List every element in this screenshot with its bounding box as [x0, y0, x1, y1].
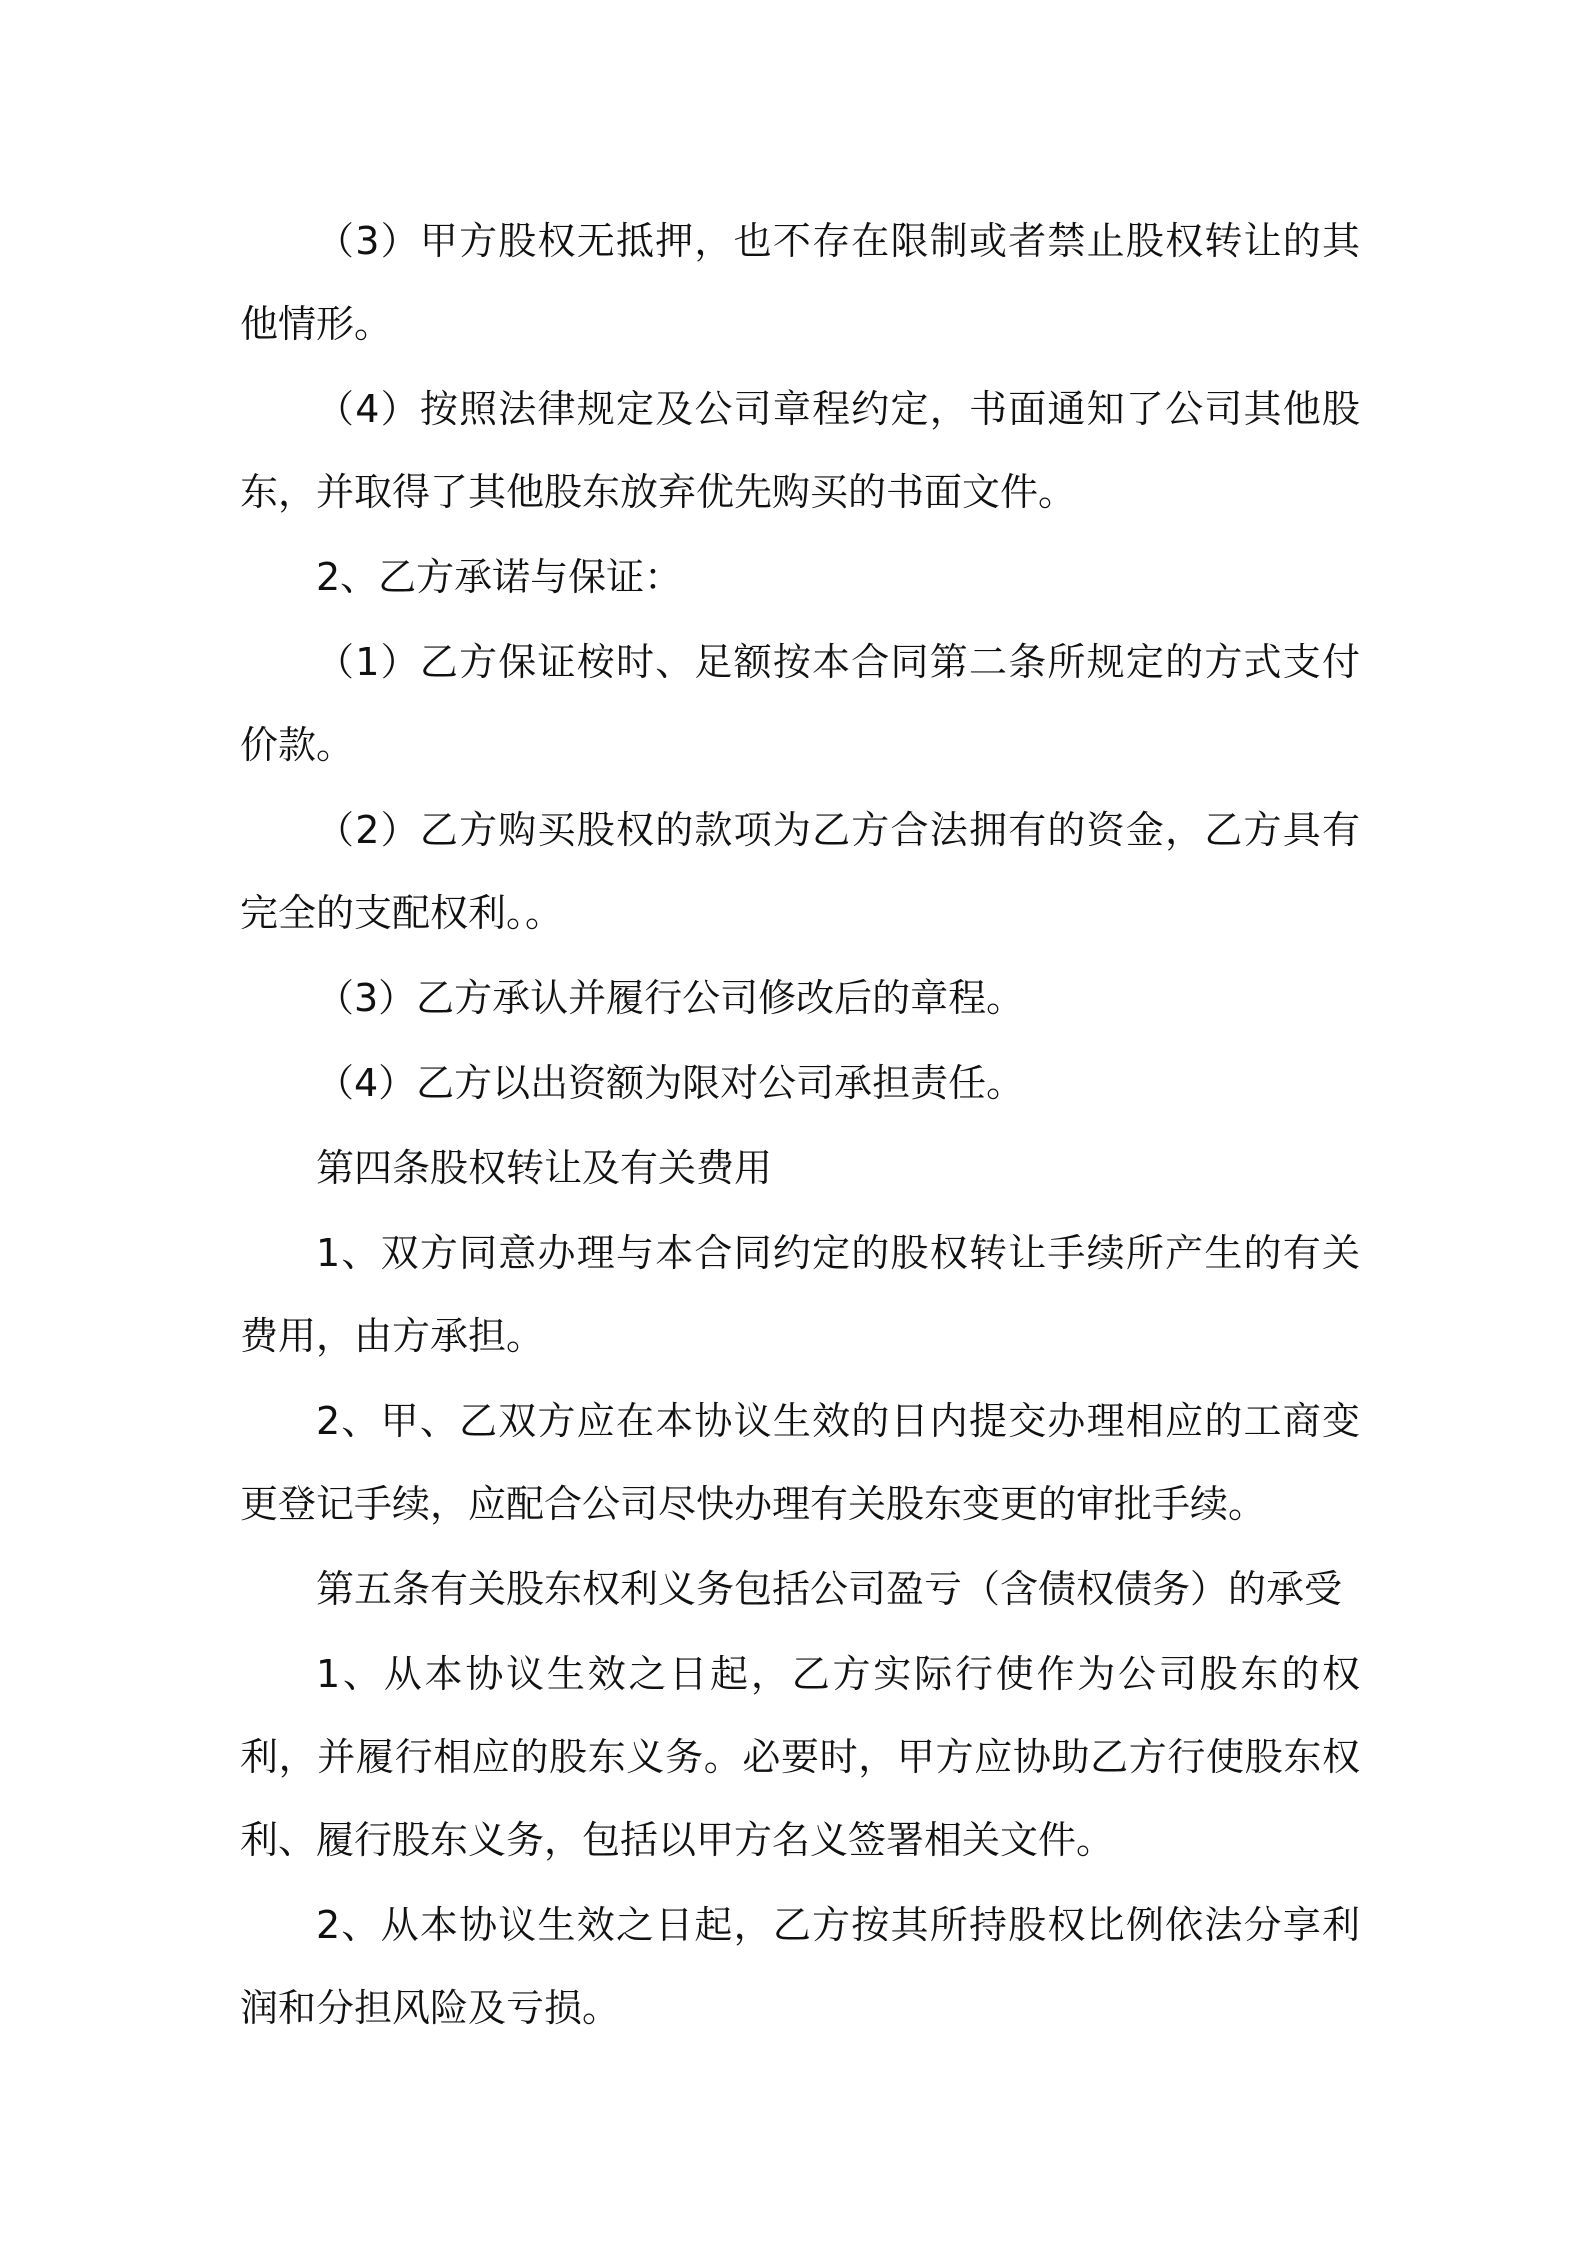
paragraph-party-b-item-2: （2）乙方购买股权的款项为乙方合法拥有的资金，乙方具有完全的支配权利。。 — [240, 808, 1360, 935]
article-4-item-1: 1、双方同意办理与本合同约定的股权转让手续所产生的有关费用，由方承担。 — [240, 1231, 1360, 1358]
paragraph-party-b-item-3: （3）乙方承认并履行公司修改后的章程。 — [316, 976, 1025, 1020]
paragraph-party-a-item-4: （4）按照法律规定及公司章程约定，书面通知了公司其他股东，并取得了其他股东放弃优先购买的书面文件。 — [240, 387, 1360, 514]
paragraph-party-b-heading: 2、乙方承诺与保证： — [316, 555, 683, 599]
article-4-heading: 第四条股权转让及有关费用 — [316, 1146, 773, 1190]
document-body — [240, 200, 1360, 2052]
article-5-item-2: 2、从本协议生效之日起，乙方按其所持股权比例依法分享利润和分担风险及亏损。 — [240, 1903, 1360, 2030]
paragraph-party-b-item-4: （4）乙方以出资额为限对公司承担责任。 — [316, 1061, 1025, 1105]
article-5-heading: 第五条有关股东权利义务包括公司盈亏（含债权债务）的承受 — [316, 1567, 1343, 1611]
paragraph-party-b-item-1: （1）乙方保证桉时、足额按本合同第二条所规定的方式支付价款。 — [240, 640, 1360, 767]
paragraph-party-a-item-3: （3）甲方股权无抵押，也不存在限制或者禁止股权转让的其他情形。 — [240, 219, 1360, 346]
article-4-item-2: 2、甲、乙双方应在本协议生效的日内提交办理相应的工商变更登记手续，应配合公司尽快办理有关股东变更的审批手续。 — [240, 1399, 1360, 1526]
article-5-item-1: 1、从本协议生效之日起，乙方实际行使作为公司股东的权利，并履行相应的股东义务。必要时，甲方应协助乙方行使股东权利、履行股东义务，包括以甲方名义签署相关文件。 — [240, 1652, 1360, 1862]
